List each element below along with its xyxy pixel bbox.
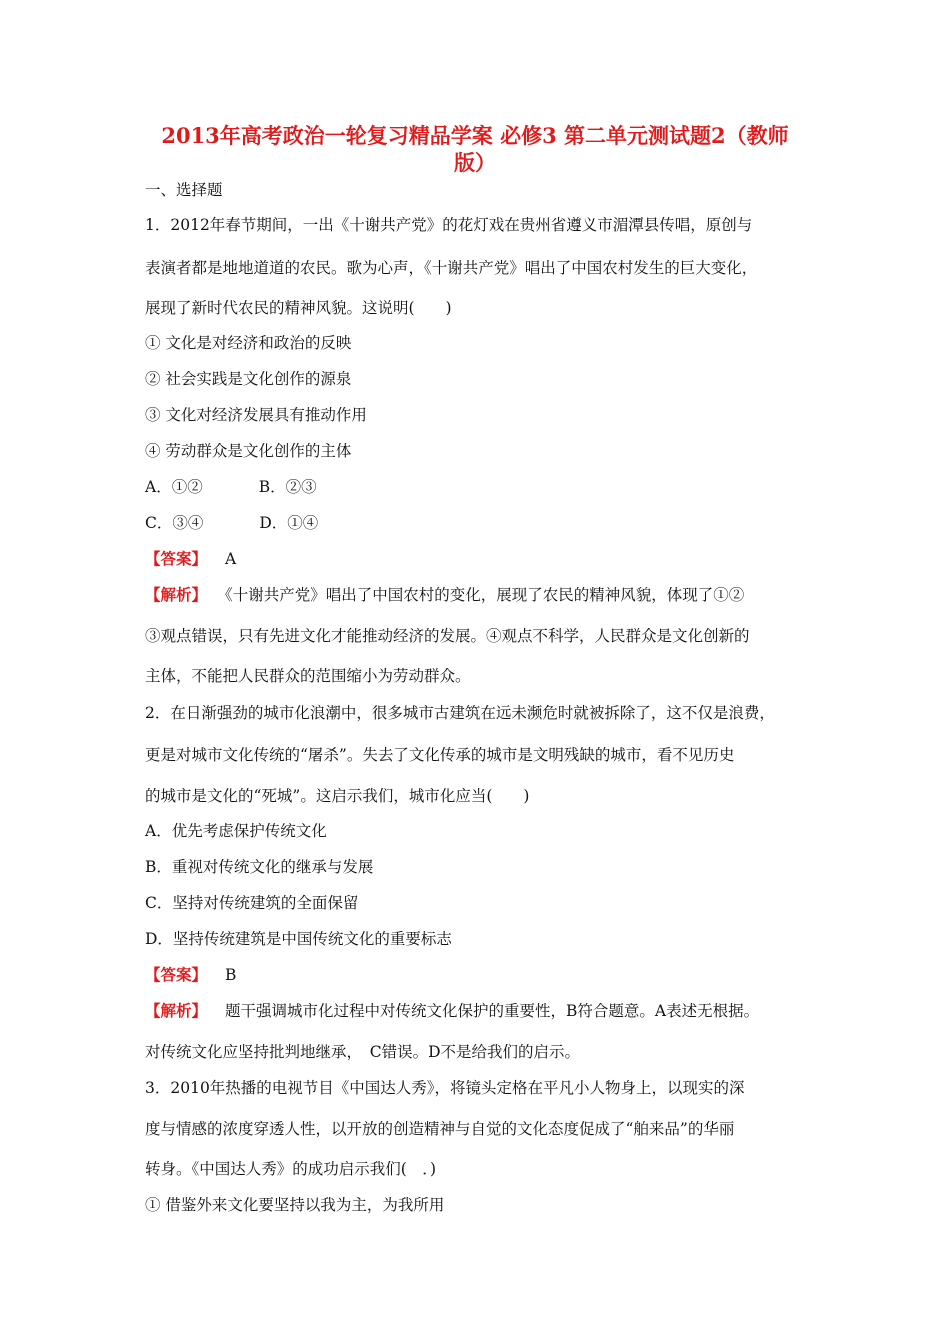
title-line-2: 版）: [454, 150, 496, 175]
analysis-tag: 【解析】: [145, 585, 208, 604]
q2-answer: [145, 963, 236, 985]
q2-option-a: A．优先考虑保护传统文化: [145, 822, 327, 840]
q1-options-row: [145, 475, 317, 497]
q1-statement: ② 社会实践是文化创作的源泉: [145, 370, 352, 388]
section-heading: 一、选择题: [145, 181, 223, 199]
q1-option-c: C．③④: [145, 514, 204, 532]
answer-value: A: [225, 550, 237, 568]
q2-option-d: D．坚持传统建筑是中国传统文化的重要标志: [145, 930, 452, 948]
q3-stem-line: 度与情感的浓度穿透人性，以开放的创造精神与自觉的文化态度促成了“舶来品”的华丽: [145, 1120, 735, 1138]
q1-stem-line: 1．2012年春节期间，一出《十谢共产党》的花灯戏在贵州省遵义市湄潭县传唱，原创与: [145, 216, 753, 234]
analysis-text: 题干强调城市化过程中对传统文化保护的重要性，B符合题意。A表述无根据。: [225, 1002, 760, 1020]
q1-options-row: [145, 511, 318, 533]
analysis-text: 《十谢共产党》唱出了中国农村的变化，展现了农民的精神风貌，体现了①②: [225, 586, 745, 604]
q2-stem-line: 的城市是文化的“死城”。这启示我们，城市化应当( ): [145, 787, 530, 805]
q3-statement: ① 借鉴外来文化要坚持以我为主，为我所用: [145, 1196, 445, 1214]
q2-analysis: [145, 999, 759, 1021]
document-title: [120, 122, 830, 176]
answer-tag: 【答案】: [145, 965, 208, 984]
q1-statement: ① 文化是对经济和政治的反映: [145, 334, 352, 352]
q1-statement: ③ 文化对经济发展具有推动作用: [145, 406, 367, 424]
q2-option-b: B．重视对传统文化的继承与发展: [145, 858, 374, 876]
answer-tag: 【答案】: [145, 549, 208, 568]
q1-analysis-line: 主体，不能把人民群众的范围缩小为劳动群众。: [145, 667, 471, 685]
q1-option-a: A．①②: [145, 478, 203, 496]
analysis-tag: 【解析】: [145, 1001, 208, 1020]
q3-stem-line: 转身。《中国达人秀》的成功启示我们( ．): [145, 1160, 437, 1178]
title-line-1: 2013年高考政治一轮复习精品学案 必修3 第二单元测试题2（教师: [161, 123, 789, 148]
q1-stem-line: 表演者都是地地道道的农民。歌为心声，《十谢共产党》唱出了中国农村发生的巨大变化，: [145, 259, 758, 277]
q3-stem-line: 3．2010年热播的电视节目《中国达人秀》，将镜头定格在平凡小人物身上，以现实的深: [145, 1079, 745, 1097]
q2-option-c: C．坚持对传统建筑的全面保留: [145, 894, 359, 912]
q1-statement: ④ 劳动群众是文化创作的主体: [145, 442, 352, 460]
q2-stem-line: 更是对城市文化传统的“屠杀”。失去了文化传承的城市是文明残缺的城市，看不见历史: [145, 746, 735, 764]
q1-answer: [145, 547, 236, 569]
q2-analysis-line: 对传统文化应坚持批判地继承， C错误。D不是给我们的启示。: [145, 1043, 581, 1061]
q2-stem-line: 2．在日渐强劲的城市化浪潮中，很多城市古建筑在远未濒危时就被拆除了，这不仅是浪费，: [145, 704, 775, 722]
q1-stem-line: 展现了新时代农民的精神风貌。这说明( ): [145, 299, 452, 317]
q1-analysis-line: ③观点错误，只有先进文化才能推动经济的发展。④观点不科学，人民群众是文化创新的: [145, 627, 750, 645]
q1-analysis: [145, 583, 744, 605]
q1-option-b: B．②③: [258, 478, 317, 496]
answer-value: B: [225, 966, 237, 984]
q1-option-d: D．①④: [259, 514, 319, 532]
